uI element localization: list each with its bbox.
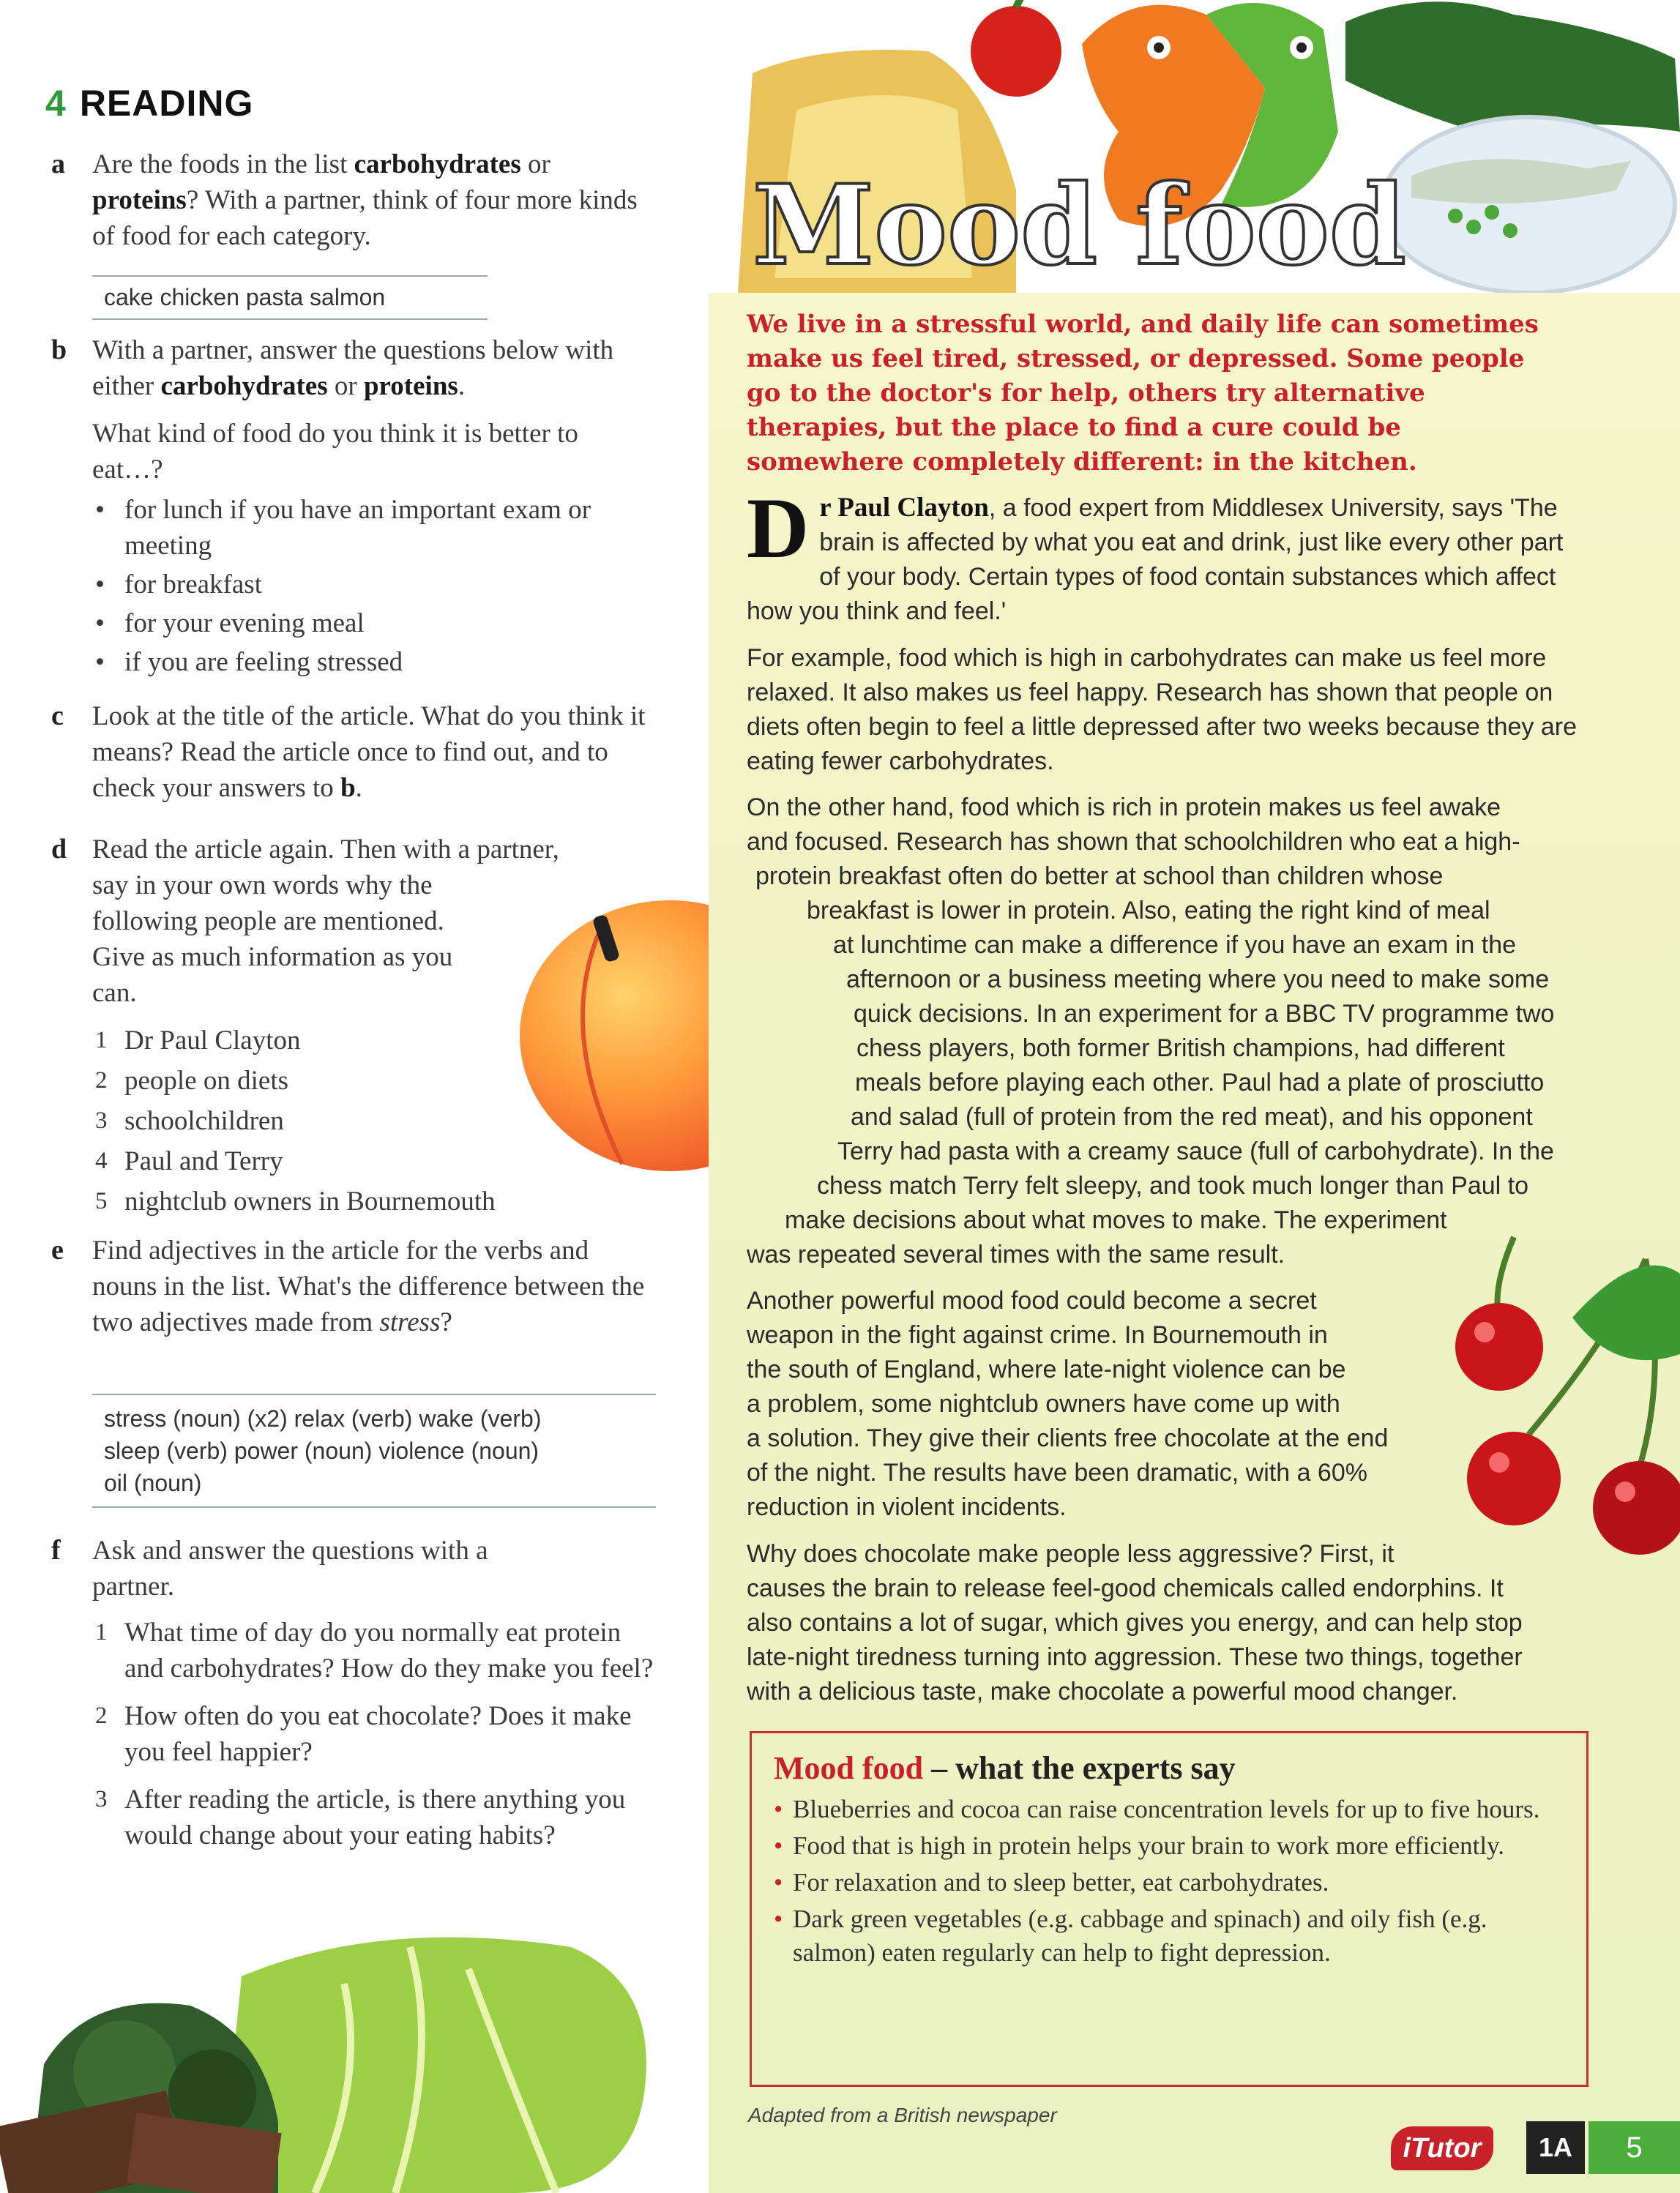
source-credit: Adapted from a British newspaper [748, 2104, 1057, 2126]
exercise-column [0, 0, 703, 2193]
section-number: 4 [45, 83, 67, 124]
question-b-bullets [92, 492, 663, 680]
question-f [51, 1533, 652, 1604]
question-letter: b [51, 335, 67, 365]
article-paragraph-2: For example, food which is high in carbohydrates can make us feel more relaxed. It also makes us feel happy. Research has shown that people on diets often begin to feel a little depressed after two weeks because they are eating fewer carbohydrates. [747, 644, 1578, 775]
article-panel [709, 0, 1680, 2193]
bullet-item: • if you are feeling stressed [92, 644, 663, 680]
unit-badge: 1A [1526, 2121, 1585, 2174]
question-text: Find adjectives in the article for the verbs and nouns in the list. What's the difference between the two adjectives made from stress? [92, 1236, 645, 1337]
question-text: Ask and answer the questions with a partner. [92, 1536, 488, 1602]
page-number: 5 [1588, 2121, 1680, 2174]
word-list-box: stress (noun) (x2) relax (verb) wake (verb) sleep (verb) power (noun) violence (noun) oil (noun) [92, 1394, 656, 1508]
list-item: 5 nightclub owners in Bournemouth [95, 1187, 496, 1217]
experts-box [750, 1731, 1588, 2087]
experts-list-item: • Dark green vegetables (e.g. cabbage and spinach) and oily fish (e.g. salmon) eaten regularly can help to fight depression. [774, 1902, 1564, 1970]
list-item: 3 schoolchildren [95, 1106, 284, 1136]
bullet-item: • for lunch if you have an important exam or meeting [92, 492, 663, 564]
experts-box-title: Mood food – what the experts say [774, 1750, 1236, 1786]
bullet-item: • for your evening meal [92, 605, 663, 641]
experts-list [774, 1793, 1564, 1970]
question-text: Read the article again. Then with a partner, say in your own words why the following people are mentioned. Give as much information as you can. [92, 834, 559, 1008]
cherries-illustration [1426, 1230, 1680, 1581]
list-item: 4 Paul and Terry [95, 1146, 283, 1176]
bullet-item: • for breakfast [92, 567, 663, 602]
article-paragraph-1: Dr Paul Clayton, a food expert from Middlesex University, says 'The brain is affected by what you eat and drink, just like every other part of your body. Certain types of food contain substances which affect how you think and feel.' [747, 480, 1564, 625]
question-a [51, 146, 652, 254]
list-item: 2 people on diets [95, 1066, 289, 1096]
question-b [51, 332, 652, 404]
list-item: 1 What time of day do you normally eat protein and carbohydrates? How do they make you feel? [95, 1618, 654, 1684]
question-letter: d [51, 834, 67, 864]
article-paragraph-4: Another powerful mood food could become a secret weapon in the fight against crime. In Bournemouth in the south of England, where late-night violence can be a problem, some nightclub owners have come up with a solution. They give their clients free chocolate at the end of the night. The results have been dramatic, with a 60% reduction in violent incidents. [747, 1287, 1389, 1521]
itutor-logo[interactable]: iTutor [1391, 2126, 1493, 2170]
question-b-prompt: What kind of food do you think it is better to eat…? [92, 419, 578, 485]
article-paragraph-3: On the other hand, food which is rich in protein makes us feel awake and focused. Research has shown that schoolchildren who eat a high- protein breakfast often do better at school than children whose breakfast is lower in protein. Also, eating the right kind of meal at lunchtime can make a difference if you have an exam in the afternoon or a business meeting where you need to make some quick decisions. In an experiment for a BBC TV programme two chess players, both former British champions, had different meals before playing each other. Paul had a plate of prosciutto and salad (full of protein from the red meat), and his opponent Terry had pasta with a creamy sauce (full of carbohydrate). In the chess match Terry felt sleepy, and took much longer than Paul to make decisions about what moves to make. The experiment was repeated several times with the same result. [747, 793, 1555, 1269]
list-item: 3 After reading the article, is there anything you would change about your eating habits? [95, 1785, 626, 1850]
question-letter: e [51, 1235, 64, 1266]
list-item: 1 Dr Paul Clayton [95, 1025, 301, 1056]
experts-list-item: • Food that is high in protein helps your brain to work more efficiently. [774, 1829, 1564, 1863]
article-intro: We live in a stressful world, and daily life can sometimes make us feel tired, stressed, or depressed. Some people go to the doctor's for help, others try alternative therapies, but the place to find a cure could be somewhere completely different: in the kitchen. [747, 310, 1539, 477]
question-f-list [92, 1615, 663, 1865]
question-text: With a partner, answer the questions below with either carbohydrates or proteins. [92, 335, 614, 401]
question-e [51, 1233, 652, 1340]
expert-name: r Paul Clayton [819, 493, 989, 523]
question-letter: c [51, 701, 64, 731]
question-c [51, 698, 652, 806]
article-paragraph-5: Why does chocolate make people less aggressive? First, it causes the brain to release feel-good chemicals called endorphins. It also contains a lot of sugar, which gives you energy, and can help stop late-night tiredness turning into aggression. These two things, together with a delicious taste, make chocolate a powerful mood changer. [747, 1540, 1523, 1706]
question-letter: f [51, 1535, 61, 1566]
experts-list-item: • For relaxation and to sleep better, eat carbohydrates. [774, 1866, 1564, 1899]
question-letter: a [51, 149, 65, 179]
question-text: Look at the title of the article. What do you think it means? Read the article once to find out, and to check your answers to b. [92, 701, 646, 803]
article-title: Mood food [753, 161, 1406, 290]
food-word-list: cake chicken pasta salmon [92, 275, 488, 320]
question-text: Are the foods in the list carbohydrates or proteins? With a partner, think of four more kinds of food for each category. [92, 149, 638, 251]
list-item: 2 How often do you eat chocolate? Does it make you feel happier? [95, 1701, 632, 1767]
cabbage-illustration [0, 1903, 703, 2193]
section-heading [45, 82, 253, 124]
drop-cap: D [747, 480, 810, 576]
section-title: READING [79, 83, 254, 124]
mood-food-header-illustration [709, 0, 1680, 293]
question-d-list [92, 1020, 496, 1222]
experts-list-item: • Blueberries and cocoa can raise concentration levels for up to five hours. [774, 1793, 1564, 1826]
